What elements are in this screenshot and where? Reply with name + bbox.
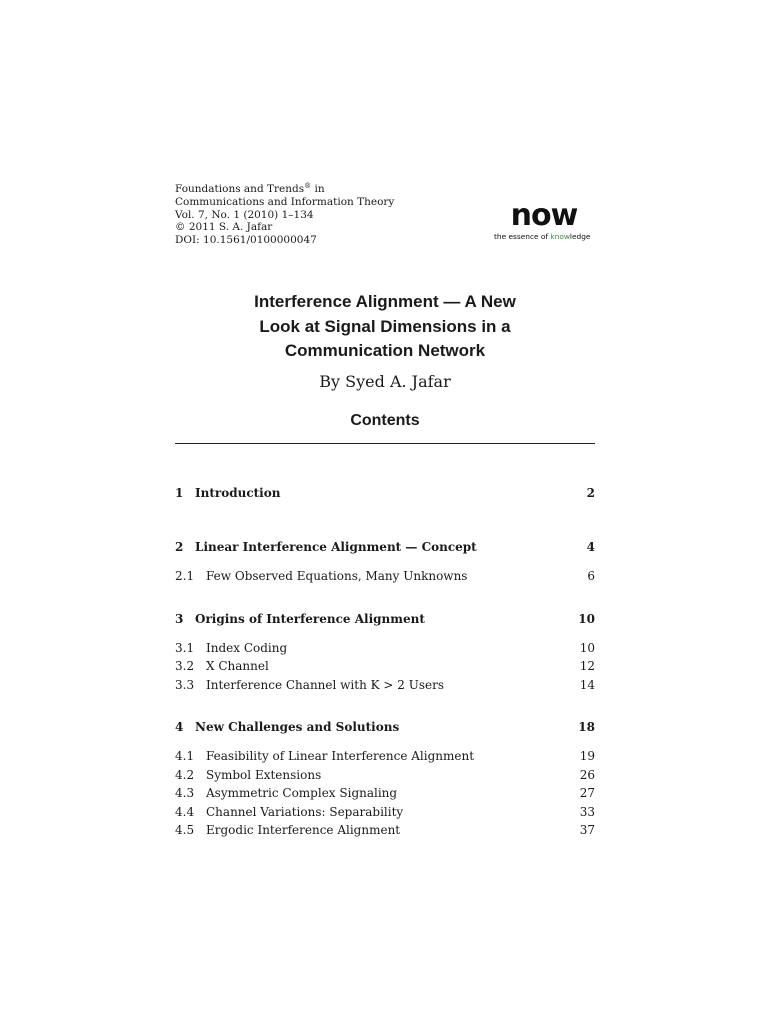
section-page: 37 bbox=[579, 823, 595, 837]
section-number: 3.2 bbox=[175, 659, 195, 673]
chapter-entry[interactable] bbox=[175, 720, 595, 738]
section-entry[interactable] bbox=[175, 749, 595, 768]
registered-mark: ® bbox=[304, 182, 312, 190]
chapter-number: 4 bbox=[175, 720, 184, 734]
contents-divider bbox=[175, 443, 595, 444]
section-number: 4.2 bbox=[175, 767, 195, 782]
section-page: 12 bbox=[579, 659, 595, 673]
chapter-entry[interactable] bbox=[175, 540, 595, 558]
section-page: 10 bbox=[579, 640, 595, 655]
section-title: Few Observed Equations, Many Unknowns bbox=[206, 569, 468, 583]
chapter-title: Origins of Interference Alignment bbox=[195, 611, 425, 626]
now-logo-mark bbox=[493, 200, 595, 230]
title-line-3: Communication Network bbox=[284, 341, 486, 360]
section-entry[interactable] bbox=[175, 569, 595, 588]
chapter-entry[interactable] bbox=[175, 612, 595, 630]
section-title: Ergodic Interference Alignment bbox=[206, 823, 401, 837]
chapter-title: New Challenges and Solutions bbox=[195, 720, 400, 734]
section-page: 14 bbox=[579, 677, 595, 692]
section-entry[interactable] bbox=[175, 678, 595, 697]
table-of-contents bbox=[175, 486, 595, 866]
meta-copyright: © 2011 S. A. Jafar bbox=[175, 221, 273, 234]
chapter-number: 1 bbox=[175, 486, 184, 500]
toc-chapter bbox=[175, 720, 595, 842]
section-entry[interactable] bbox=[175, 768, 595, 787]
section-number: 3.3 bbox=[175, 677, 195, 692]
section-title: Feasibility of Linear Interference Alignment bbox=[206, 749, 475, 763]
section-page: 19 bbox=[579, 749, 595, 763]
chapter-page: 10 bbox=[578, 611, 595, 626]
section-entry[interactable] bbox=[175, 805, 595, 824]
now-logo-text: now bbox=[510, 200, 578, 230]
section-number: 4.5 bbox=[175, 823, 195, 837]
section-number: 4.1 bbox=[175, 749, 195, 763]
chapter-title: Introduction bbox=[195, 486, 281, 500]
toc-chapter bbox=[175, 540, 595, 588]
meta-doi: DOI: 10.1561/0100000047 bbox=[175, 234, 317, 247]
section-title: Channel Variations: Separability bbox=[206, 804, 404, 819]
section-title: Index Coding bbox=[206, 640, 288, 655]
title-line-2: Look at Signal Dimensions in a bbox=[259, 316, 511, 336]
section-number: 2.1 bbox=[175, 569, 195, 583]
contents-heading: Contents bbox=[350, 412, 420, 429]
meta-series: Foundations and Trends bbox=[175, 183, 305, 195]
section-page: 26 bbox=[579, 767, 595, 782]
chapter-title: Linear Interference Alignment — Concept bbox=[195, 540, 477, 554]
chapter-page: 18 bbox=[578, 720, 595, 734]
section-title: X Channel bbox=[206, 659, 269, 673]
section-number: 4.3 bbox=[175, 786, 195, 800]
section-title: Asymmetric Complex Signaling bbox=[206, 786, 398, 800]
chapter-page: 2 bbox=[586, 486, 595, 500]
publication-meta bbox=[175, 180, 394, 247]
tagline-highlight: know bbox=[550, 232, 570, 241]
meta-volume: Vol. 7, No. 1 (2010) 1–134 bbox=[175, 208, 314, 221]
section-title: Symbol Extensions bbox=[206, 767, 322, 782]
section-number: 4.4 bbox=[175, 804, 195, 819]
chapter-entry[interactable] bbox=[175, 486, 595, 504]
toc-chapter bbox=[175, 486, 595, 504]
section-entry[interactable] bbox=[175, 641, 595, 660]
meta-journal: Communications and Information Theory bbox=[175, 195, 395, 208]
author: By Syed A. Jafar bbox=[319, 372, 451, 391]
section-entry[interactable] bbox=[175, 823, 595, 842]
title-line-1: Interference Alignment — A New bbox=[254, 292, 516, 311]
section-page: 27 bbox=[579, 786, 595, 800]
toc-chapter bbox=[175, 612, 595, 697]
logo-tagline bbox=[494, 232, 596, 241]
meta-series-suffix: in bbox=[311, 183, 325, 195]
document-title bbox=[175, 290, 595, 364]
chapter-number: 3 bbox=[175, 611, 184, 626]
chapter-page: 4 bbox=[586, 540, 595, 554]
tagline-post: ledge bbox=[569, 232, 591, 241]
meta-series-line bbox=[175, 180, 394, 196]
section-title: Interference Channel with K > 2 Users bbox=[206, 677, 444, 692]
section-page: 6 bbox=[587, 569, 595, 583]
section-page: 33 bbox=[579, 804, 595, 819]
section-number: 3.1 bbox=[175, 640, 195, 655]
section-entry[interactable] bbox=[175, 659, 595, 678]
tagline-pre: the essence of bbox=[494, 232, 551, 241]
section-entry[interactable] bbox=[175, 786, 595, 805]
chapter-number: 2 bbox=[175, 540, 184, 554]
